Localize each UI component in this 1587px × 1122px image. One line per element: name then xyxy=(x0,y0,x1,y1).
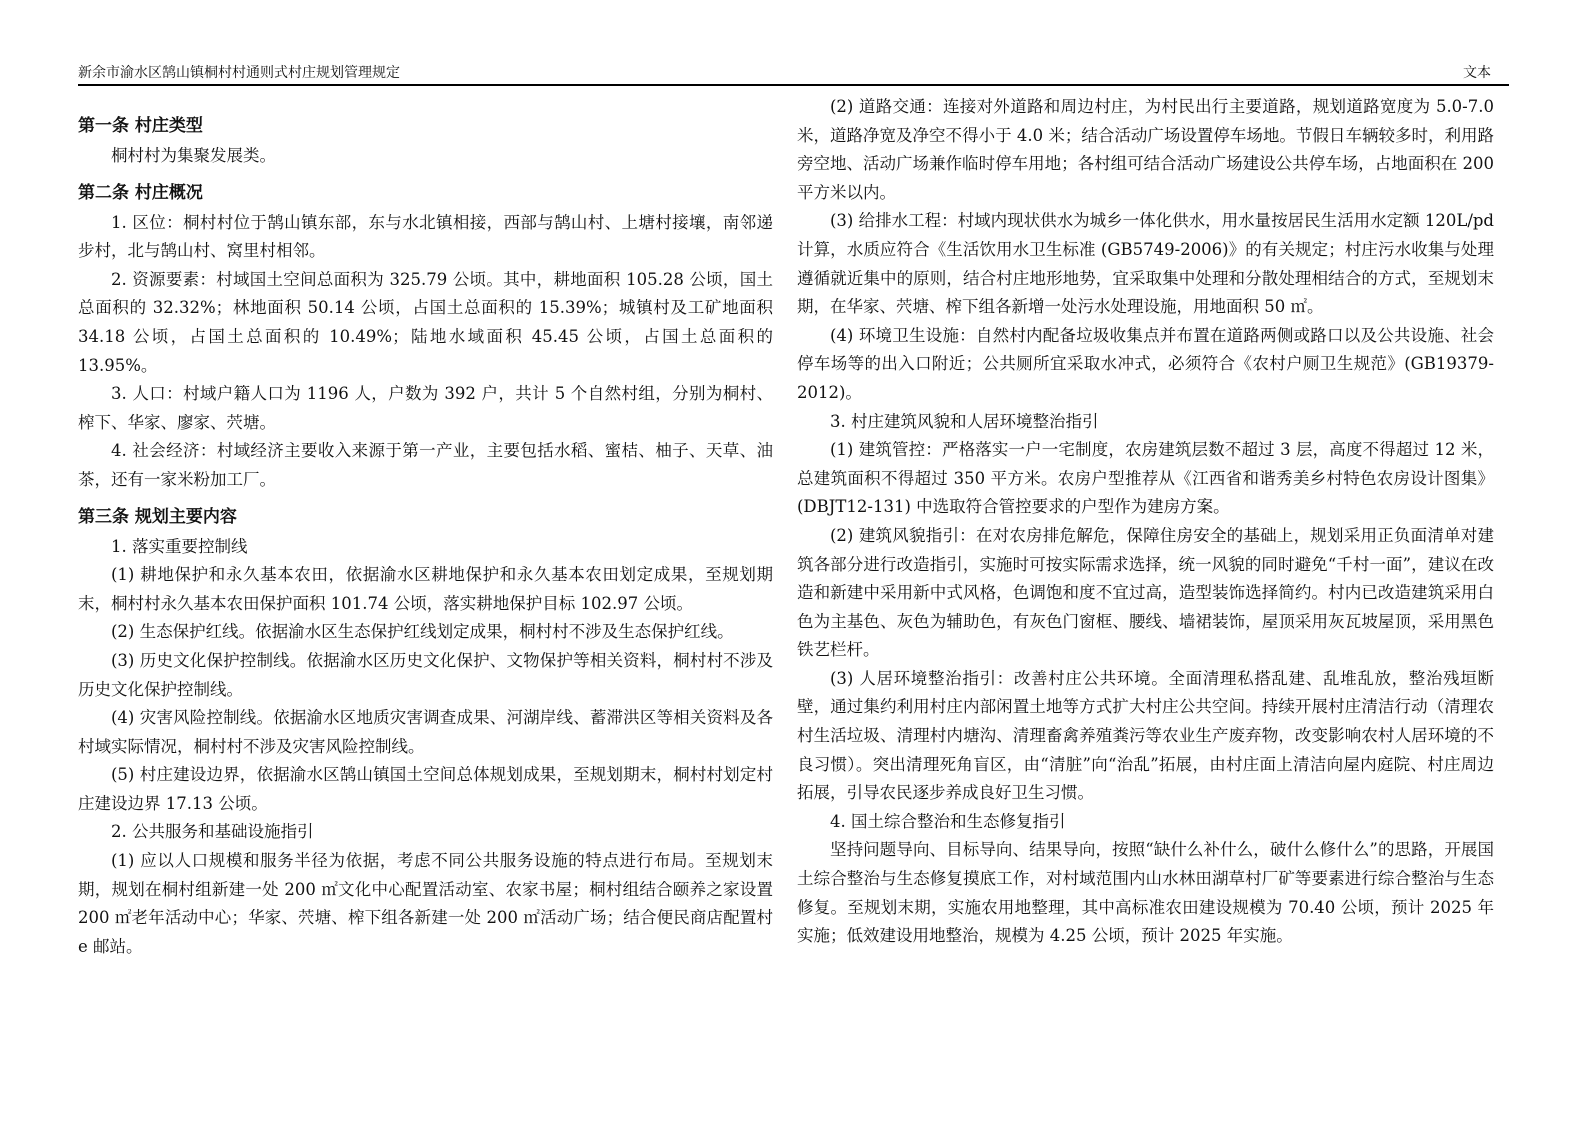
paragraph: 坚持问题导向、目标导向、结果导向，按照“缺什么补什么，破什么修什么”的思路，开展国土综合整治与生态修复摸底工作，对村域范围内山水林田湖草村厂矿等要素进行综合整治与生态修复。至规划末期，实施农用地整理，其中高标准农田建设规模为 70.40 公顷，预计 2025 年实施；低效建设用地整治，规模为 4.25 公顷，预计 2025 年实施。 xyxy=(797,840,1494,946)
paragraph: 桐村村为集聚发展类。 xyxy=(111,146,276,165)
paragraph: 2. 资源要素：村域国土空间总面积为 325.79 公顷。其中，耕地面积 105.28 公顷，国土总面积的 32.32%；林地面积 50.14 公顷，占国土总面积的 15.39%；城镇村及工矿地面积 34.18 公顷，占国土总面积的 10.49%；陆地水域面积 45.45 公顷，占国土总面积的 13.95%。 xyxy=(78,269,773,375)
subsection-heading: 3. 村庄建筑风貌和人居环境整治指引 xyxy=(830,411,1099,431)
paragraph: (2) 生态保护红线。依据渝水区生态保护红线划定成果，桐村村不涉及生态保护红线。 xyxy=(111,622,734,642)
subsection-heading: 1. 落实重要控制线 xyxy=(111,536,248,556)
subsection-heading: 2. 公共服务和基础设施指引 xyxy=(111,822,314,842)
paragraph: (2) 道路交通：连接对外道路和周边村庄，为村民出行主要道路，规划道路宽度为 5.0-7.0 米，道路净宽及净空不得小于 4.0 米；结合活动广场设置停车场地。节假日车辆较多时，利用路旁空地、活动广场兼作临时停车用地；各村组可结合活动广场建设公共停车场，占地面积在 200 平方米以内。 xyxy=(797,97,1494,202)
page-header xyxy=(78,62,1509,86)
subsection-heading: 4. 国土综合整治和生态修复指引 xyxy=(830,811,1066,831)
paragraph: (2) 建筑风貌指引：在对农房排危解危，保障住房安全的基础上，规划采用正负面清单对建筑各部分进行改造指引，实施时可按实际需求选择，统一风貌的同时避免“千村一面”，建议在改造和新建中采用新中式风格，色调饱和度不宜过高，造型装饰选择简约。村内已改造建筑采用白色为主基色、灰色为辅助色，有灰色门窗框、腰线、墙裙装饰，屋顶采用灰瓦坡屋顶，采用黑色铁艺栏杆。 xyxy=(797,525,1494,660)
right-column xyxy=(797,93,1494,951)
paragraph: (3) 给排水工程：村域内现状供水为城乡一体化供水，用水量按居民生活用水定额 120L/pd 计算，水质应符合《生活饮用水卫生标准 (GB5749-2006)》的有关规定；村庄污水收集与处理遵循就近集中的原则，结合村庄地形地势，宜采取集中处理和分散处理相结合的方式，至规划末期，在华家、茓塘、榨下组各新增一处污水处理设施，用地面积 50 ㎡。 xyxy=(797,211,1494,317)
paragraph: (4) 环境卫生设施：自然村内配备垃圾收集点并布置在道路两侧或路口以及公共设施、社会停车场等的出入口附近；公共厕所宜采取水冲式，必须符合《农村户厕卫生规范》(GB19379-2012)。 xyxy=(797,325,1494,402)
paragraph: (1) 应以人口规模和服务半径为依据，考虑不同公共服务设施的特点进行布局。至规划末期，规划在桐村组新建一处 200 ㎡文化中心配置活动室、农家书屋；桐村组结合颐养之家设置 200 ㎡老年活动中心；华家、茓塘、榨下组各新建一处 200 ㎡活动广场；结合便民商店配置村 e 邮站。 xyxy=(78,851,773,956)
paragraph: 4. 社会经济：村域经济主要收入来源于第一产业，主要包括水稻、蜜桔、柚子、天草、油茶，还有一家米粉加工厂。 xyxy=(78,441,773,489)
paragraph: (3) 人居环境整治指引：改善村庄公共环境。全面清理私搭乱建、乱堆乱放，整治残垣断壁，通过集约利用村庄内部闲置土地等方式扩大村庄公共空间。持续开展村庄清洁行动（清理农村生活垃圾、清理村内塘沟、清理畜禽养殖粪污等农业生产废弃物，改变影响农村人居环境的不良习惯）。突出清理死角盲区，由“清脏”向“治乱”拓展，由村庄面上清洁向屋内庭院、村庄周边拓展，引导农民逐步养成良好卫生习惯。 xyxy=(797,668,1494,803)
paragraph: (4) 灾害风险控制线。依据渝水区地质灾害调查成果、河湖岸线、蓄滞洪区等相关资料及各村域实际情况，桐村村不涉及灾害风险控制线。 xyxy=(78,708,773,756)
article-1-heading: 第一条 村庄类型 xyxy=(78,116,203,136)
paragraph: (5) 村庄建设边界，依据渝水区鹄山镇国土空间总体规划成果，至规划期末，桐村村划定村庄建设边界 17.13 公顷。 xyxy=(78,765,773,813)
document-title: 新余市渝水区鹄山镇桐村村通则式村庄规划管理规定 xyxy=(78,65,400,81)
document-type-label: 文本 xyxy=(1463,65,1491,81)
paragraph: 1. 区位：桐村村位于鹄山镇东部，东与水北镇相接，西部与鹄山村、上塘村接壤，南邻递步村，北与鹄山村、窝里村相邻。 xyxy=(78,212,773,261)
paragraph: (1) 建筑管控：严格落实一户一宅制度，农房建筑层数不超过 3 层，高度不得超过 12 米，总建筑面积不得超过 350 平方米。农房户型推荐从《江西省和谐秀美乡村特色农房设计图集》(DBJT12-131) 中选取符合管控要求的户型作为建房方案。 xyxy=(797,440,1494,517)
paragraph: 3. 人口：村域户籍人口为 1196 人，户数为 392 户，共计 5 个自然村组，分别为桐村、榨下、华家、廖家、茓塘。 xyxy=(78,384,773,432)
article-2-heading: 第二条 村庄概况 xyxy=(78,182,203,203)
article-3-heading: 第三条 规划主要内容 xyxy=(78,506,237,527)
paragraph: (3) 历史文化保护控制线。依据渝水区历史文化保护、文物保护等相关资料，桐村村不涉及历史文化保护控制线。 xyxy=(78,650,773,699)
paragraph: (1) 耕地保护和永久基本农田，依据渝水区耕地保护和永久基本农田划定成果，至规划期末，桐村村永久基本农田保护面积 101.74 公顷，落实耕地保护目标 102.97 公顷。 xyxy=(78,565,773,613)
left-column xyxy=(78,110,773,961)
